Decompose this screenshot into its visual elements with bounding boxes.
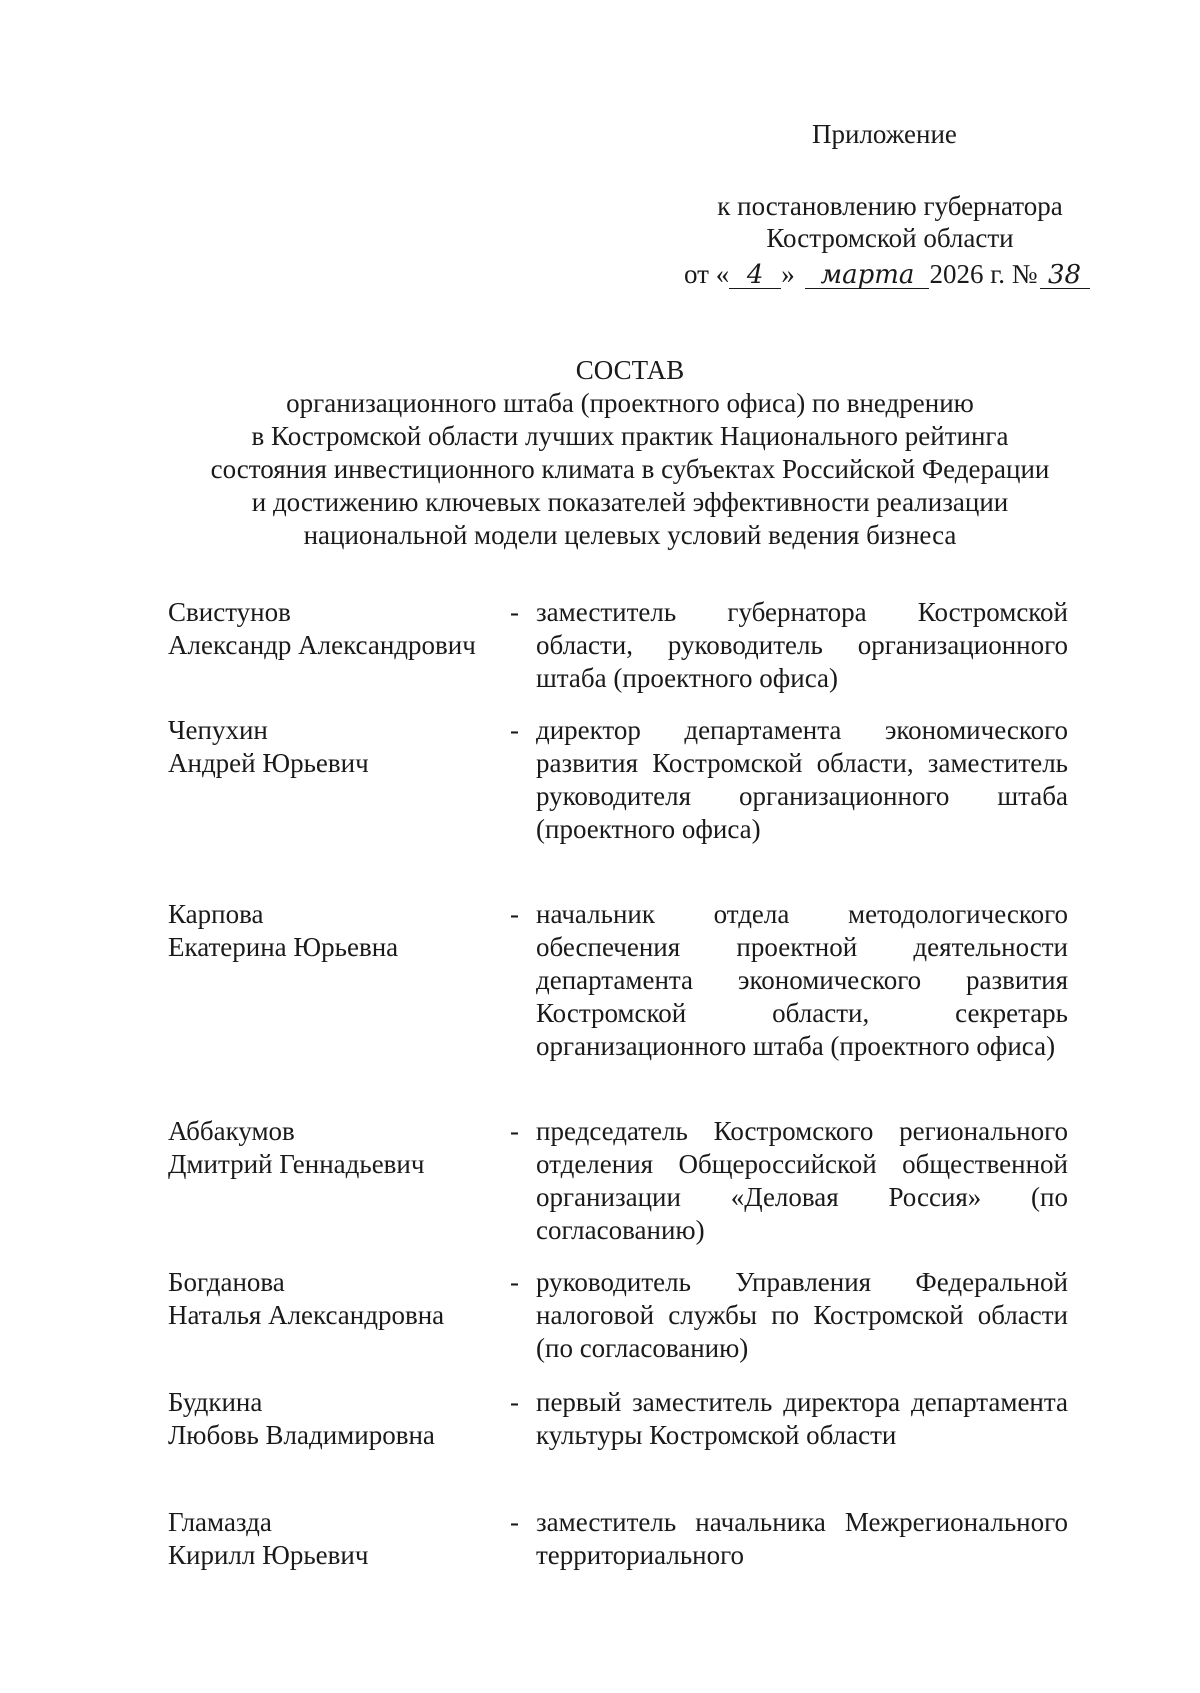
title-line: национальной модели целевых условий ведения бизнеса [303, 520, 957, 550]
member-surname: Богданова [168, 1267, 285, 1297]
member-surname: Аббакумов [168, 1116, 295, 1146]
member-dash: - [510, 715, 519, 745]
title-heading: СОСТАВ [575, 355, 685, 385]
date-prefix: от « [684, 259, 730, 289]
member-name [168, 1266, 508, 1332]
member-surname: Свистунов [168, 597, 291, 627]
member-surname: Будкина [168, 1387, 263, 1417]
member-name [168, 1506, 508, 1572]
member-role: директор департамента экономического развития Костромской области, заместитель руководителя организационного штаба (проектного офиса) [536, 715, 1068, 844]
date-mid: » [781, 259, 795, 289]
member-dash: - [510, 1507, 519, 1537]
member-surname: Чепухин [168, 715, 268, 745]
member-given-name: Дмитрий Геннадьевич [168, 1149, 425, 1179]
appendix-label: Приложение [812, 119, 957, 149]
decree-date-line [684, 258, 1090, 290]
decree-reference [680, 190, 1100, 254]
member-role: заместитель начальника Межрегионального территориального [536, 1507, 1068, 1570]
member-dash: - [510, 1116, 519, 1146]
member-role: первый заместитель директора департамента культуры Костромской области [536, 1387, 1068, 1450]
member-given-name: Екатерина Юрьевна [168, 932, 399, 962]
member-name [168, 714, 508, 780]
member-surname: Гламазда [168, 1507, 272, 1537]
handwritten-number: 38 [1040, 262, 1090, 289]
member-role: руководитель Управления Федеральной налоговой службы по Костромской области (по согласованию) [536, 1267, 1068, 1363]
member-given-name: Александр Александрович [168, 630, 476, 660]
title-line: в Костромской области лучших практик Национального рейтинга [251, 421, 1009, 451]
year-text: 2026 г. № [929, 259, 1038, 289]
title-line: состояния инвестиционного климата в субъектах Российской Федерации [210, 454, 1050, 484]
member-dash: - [510, 1387, 519, 1417]
member-role: председатель Костромского регионального отделения Общероссийской общественной организации «Деловая Россия» (по согласованию) [536, 1116, 1068, 1245]
handwritten-month: марта [805, 262, 929, 289]
member-dash: - [510, 597, 519, 627]
member-name [168, 1386, 508, 1452]
member-name [168, 596, 508, 662]
document-title [160, 354, 1100, 552]
member-name [168, 1115, 508, 1181]
member-dash: - [510, 899, 519, 929]
member-surname: Карпова [168, 899, 264, 929]
decree-line-1: к постановлению губернатора [717, 191, 1063, 221]
member-name [168, 898, 508, 964]
member-given-name: Кирилл Юрьевич [168, 1540, 369, 1570]
decree-line-2: Костромской области [766, 223, 1014, 253]
member-role: заместитель губернатора Костромской области, руководитель организационного штаба (проектного офиса) [536, 597, 1068, 693]
title-line: и достижению ключевых показателей эффективности реализации [251, 487, 1009, 517]
member-role: начальник отдела методологического обеспечения проектной деятельности департамента экономического развития Костромской области, секретарь организационного штаба (проектного офиса) [536, 899, 1068, 1061]
member-given-name: Любовь Владимировна [168, 1420, 435, 1450]
member-dash: - [510, 1267, 519, 1297]
member-given-name: Андрей Юрьевич [168, 748, 369, 778]
member-given-name: Наталья Александровна [168, 1300, 445, 1330]
title-line: организационного штаба (проектного офиса) по внедрению [286, 388, 974, 418]
handwritten-day: 4 [729, 262, 781, 289]
